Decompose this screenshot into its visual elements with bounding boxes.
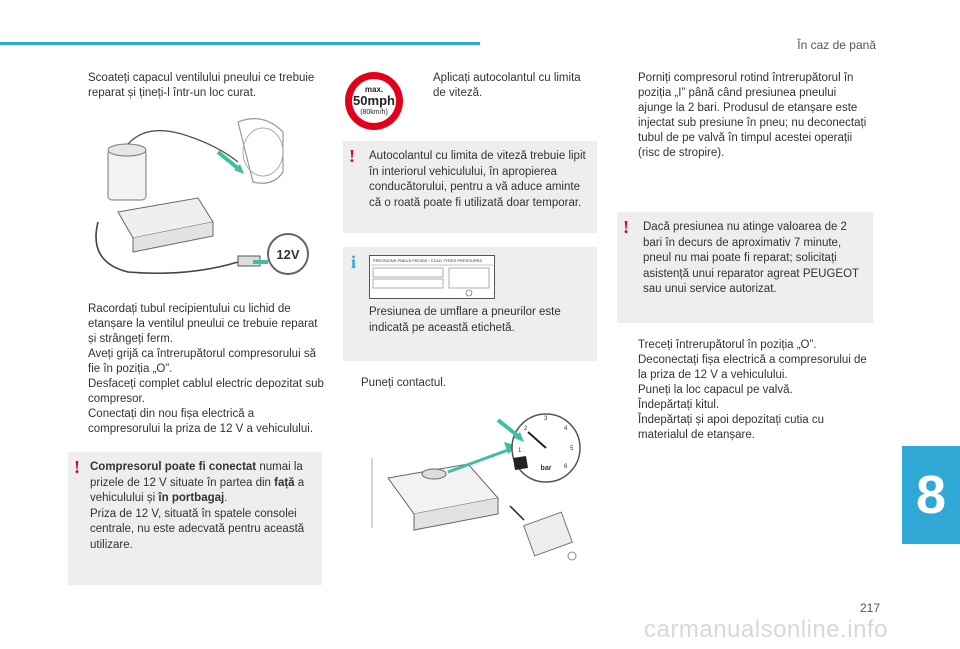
- list-item: Treceți întrerupătorul în poziția „O”.: [620, 338, 870, 353]
- right-top-bullet: [620, 71, 870, 161]
- list-item: Racordați tubul recipientului cu lichid de etanșare la ventilul pneului ce trebuie reparat și strângeți ferm.: [70, 302, 325, 347]
- bullet-marker-icon: [620, 338, 638, 353]
- sticker-bullet: [415, 71, 595, 101]
- list-item: Deconectați fișa electrică a compresorului de la priza de 12 V a vehiculului.: [620, 353, 870, 383]
- bullet-marker-icon: [620, 383, 638, 398]
- ignition-bullet: [343, 376, 597, 391]
- svg-text:PRESSIONS PNEUS FROIDS / COLD: PRESSIONS PNEUS FROIDS / COLD TYRES PRESSURES: [373, 258, 483, 263]
- bullet-marker-icon: [343, 376, 361, 391]
- compressor-gauge-illustration: [368, 398, 592, 570]
- chapter-tab: 8: [902, 446, 960, 544]
- header-accent-bar: [0, 42, 480, 45]
- warning-text: Dacă presiunea nu atinge valoarea de 2 bari în decurs de aproximativ 7 minute, pneul nu mai poate fi reparat; solicitați asistență unui reparator agreat PEUGEOT sau unui service autorizat.: [643, 221, 859, 295]
- warning-box-mid: [343, 141, 597, 233]
- bullet-marker-icon: [70, 407, 88, 437]
- info-box-mid: [343, 247, 597, 361]
- speed-limit-sign: [343, 70, 405, 132]
- bullet-marker-icon: [70, 377, 88, 407]
- svg-text:5: 5: [570, 446, 574, 452]
- list-item: Desfaceți complet cablul electric depozitat sub compresor.: [70, 377, 325, 407]
- svg-text:1: 1: [518, 448, 522, 454]
- list-item: Scoateți capacul ventilului pneului ce trebuie reparat și țineți-l într-un loc curat.: [70, 71, 320, 101]
- svg-text:4: 4: [564, 426, 568, 432]
- bullet-marker-icon: [70, 347, 88, 377]
- section-title: În caz de pană: [797, 38, 876, 52]
- info-icon: i: [351, 252, 357, 272]
- list-item: Îndepărtați kitul.: [620, 398, 870, 413]
- bullet-marker-icon: [620, 353, 638, 383]
- right-end-bullets: [620, 338, 870, 443]
- bullet-marker-icon: [415, 71, 433, 101]
- bullet-marker-icon: [620, 413, 638, 443]
- svg-text:bar: bar: [540, 465, 552, 472]
- bullet-marker-icon: [70, 71, 88, 101]
- svg-text:max.: max.: [364, 85, 384, 94]
- list-item: Îndepărtați și apoi depozitați cutia cu materialul de etanșare.: [620, 413, 870, 443]
- warning-box-left: [68, 452, 322, 585]
- compressor-connection-illustration: [88, 112, 320, 294]
- watermark: carmanualsonline.info: [644, 616, 888, 643]
- warning-icon: !: [623, 217, 629, 237]
- left-mid-bullets: [70, 302, 325, 437]
- list-item: Aveți grijă ca întrerupătorul compresorului să fie în poziția „O”.: [70, 347, 325, 377]
- svg-text:2: 2: [524, 426, 528, 432]
- page-number: 217: [859, 601, 880, 615]
- left-top-bullets: [70, 71, 320, 101]
- list-item: Puneți contactul.: [343, 376, 597, 391]
- list-item: Aplicați autocolantul cu limita de viteză.: [415, 71, 595, 101]
- svg-text:(80km/h): (80km/h): [360, 109, 388, 116]
- list-item: Conectați din nou fișa electrică a compresorului la priza de 12 V a vehiculului.: [70, 407, 325, 437]
- list-item: Puneți la loc capacul pe valvă.: [620, 383, 870, 398]
- bullet-marker-icon: [70, 302, 88, 347]
- warning-box-right: [617, 212, 873, 323]
- info-text: Presiunea de umflare a pneurilor este indicată pe această etichetă.: [369, 306, 561, 334]
- svg-text:3: 3: [544, 416, 548, 422]
- list-item: Porniți compresorul rotind întrerupătorul în poziția „I” până când presiunea pneului ajunge la 2 bari. Produsul de etanșare este injectat sub presiune în pneu; nu deconectați tubul de pe valvă în timpul acestei operații (risc de stropire).: [620, 71, 870, 161]
- svg-text:6: 6: [564, 464, 568, 470]
- warning-icon: !: [74, 457, 80, 477]
- warning-icon: !: [349, 146, 355, 166]
- svg-text:50mph: 50mph: [353, 93, 395, 108]
- bullet-marker-icon: [620, 398, 638, 413]
- socket-12v-label: 12V: [276, 247, 300, 262]
- warning-text: Compresorul poate fi conectat numai la prizele de 12 V situate în partea din față a vehiculului și în portbagaj. Priza de 12 V, situată în spatele consolei centrale, nu este adecvată pentru această utilizare.: [90, 461, 305, 551]
- tyre-pressure-label-image: [369, 255, 495, 299]
- bullet-marker-icon: [620, 71, 638, 161]
- warning-text: Autocolantul cu limita de viteză trebuie lipit în interiorul vehiculului, în apropierea conducătorului, pentru a vă aduce aminte că o roată poate fi utilizată doar temporar.: [369, 150, 586, 209]
